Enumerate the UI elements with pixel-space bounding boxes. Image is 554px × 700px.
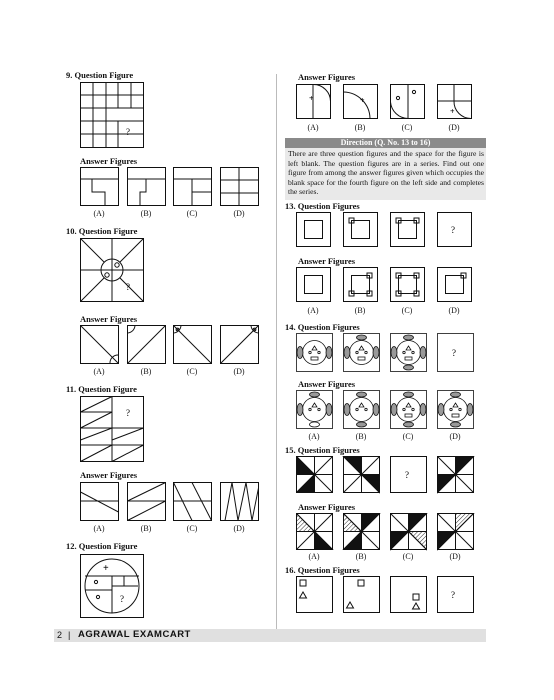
q12-option-c[interactable]: (C): [401, 123, 413, 132]
q15-answer-figures: [296, 513, 476, 553]
q12-option-a[interactable]: (A): [307, 123, 319, 132]
q13-question-mark: ?: [451, 225, 455, 235]
q12-question-figure: [80, 554, 144, 618]
q11-title: 11. Question Figure: [66, 384, 137, 394]
direction-text: There are three question figures and the space for the figure is left blank. The question figures are in a series. Find out one figure from among the answer figures given which occupies the blank space for the fourth figure on the left side and completes the series.: [288, 149, 484, 197]
direction-heading: Direction (Q. No. 13 to 16): [285, 138, 486, 148]
q13-option-d[interactable]: (D): [448, 306, 460, 315]
q11-option-d[interactable]: (D): [233, 524, 245, 533]
q15-option-c[interactable]: (C): [402, 552, 414, 561]
q11-option-b[interactable]: (B): [140, 524, 152, 533]
q15-answer-heading: Answer Figures: [298, 502, 356, 512]
q15-option-a[interactable]: (A): [308, 552, 320, 561]
q14-option-a[interactable]: (A): [308, 432, 320, 441]
q12-answer-heading: Answer Figures: [298, 72, 356, 82]
q15-question-figures: [296, 456, 476, 496]
q16-question-mark: ?: [451, 590, 455, 600]
q10-title: 10. Question Figure: [66, 226, 138, 236]
q12-answer-figures: [296, 84, 476, 120]
q13-answer-heading: Answer Figures: [298, 256, 356, 266]
q10-answer-figures: [80, 325, 260, 365]
q15-question-mark: ?: [405, 470, 409, 480]
q11-question-figure: [80, 396, 144, 462]
q13-answer-figures: [296, 267, 476, 303]
q10-answer-heading: Answer Figures: [80, 314, 138, 324]
q11-option-c[interactable]: (C): [186, 524, 198, 533]
q14-option-c[interactable]: (C): [402, 432, 414, 441]
q12-option-b[interactable]: (B): [354, 123, 366, 132]
q15-option-b[interactable]: (B): [355, 552, 367, 561]
page-number: 2: [57, 630, 63, 640]
q9-option-a[interactable]: (A): [93, 209, 105, 218]
q12-title: 12. Question Figure: [66, 541, 138, 551]
q14-question-mark: ?: [452, 348, 456, 358]
q16-question-figures: [296, 576, 476, 616]
q14-answer-heading: Answer Figures: [298, 379, 356, 389]
q9-question-figure: [80, 82, 144, 148]
footer-separator: |: [68, 630, 71, 640]
q10-option-b[interactable]: (B): [140, 367, 152, 376]
q14-option-b[interactable]: (B): [355, 432, 367, 441]
direction-box: [285, 138, 486, 200]
brand-logo: AGRAWAL EXAMCART: [78, 629, 191, 640]
page-footer: [54, 629, 486, 642]
q9-option-c[interactable]: (C): [186, 209, 198, 218]
q13-question-figures: [296, 212, 476, 248]
q15-title: 15. Question Figures: [285, 445, 360, 455]
q10-option-a[interactable]: (A): [93, 367, 105, 376]
q9-answer-figures: [80, 167, 260, 207]
q14-answer-figures: [296, 390, 476, 430]
svg-text:+: +: [309, 94, 314, 103]
q16-title: 16. Question Figures: [285, 565, 360, 575]
q14-title: 14. Question Figures: [285, 322, 360, 332]
q9-option-d[interactable]: (D): [233, 209, 245, 218]
q11-answer-heading: Answer Figures: [80, 470, 138, 480]
q14-question-figures: [296, 333, 476, 373]
svg-text:+: +: [450, 107, 455, 116]
q10-question-mark: ?: [126, 282, 130, 292]
q13-title: 13. Question Figures: [285, 201, 360, 211]
q11-option-a[interactable]: (A): [93, 524, 105, 533]
q12-question-mark: ?: [120, 594, 124, 604]
q15-option-d[interactable]: (D): [449, 552, 461, 561]
svg-text:+: +: [103, 563, 109, 574]
q10-question-figure: [80, 238, 144, 302]
column-divider: [276, 74, 277, 630]
q9-title: 9. Question Figure: [66, 70, 134, 80]
q11-question-mark: ?: [126, 408, 130, 418]
q9-option-b[interactable]: (B): [140, 209, 152, 218]
q13-option-b[interactable]: (B): [354, 306, 366, 315]
q12-option-d[interactable]: (D): [448, 123, 460, 132]
q10-option-c[interactable]: (C): [186, 367, 198, 376]
q13-option-c[interactable]: (C): [401, 306, 413, 315]
q9-answer-heading: Answer Figures: [80, 156, 138, 166]
q9-question-mark: ?: [126, 127, 130, 137]
q11-answer-figures: [80, 482, 260, 522]
q10-option-d[interactable]: (D): [233, 367, 245, 376]
q14-option-d[interactable]: (D): [449, 432, 461, 441]
svg-text:+: +: [360, 96, 365, 105]
q13-option-a[interactable]: (A): [307, 306, 319, 315]
